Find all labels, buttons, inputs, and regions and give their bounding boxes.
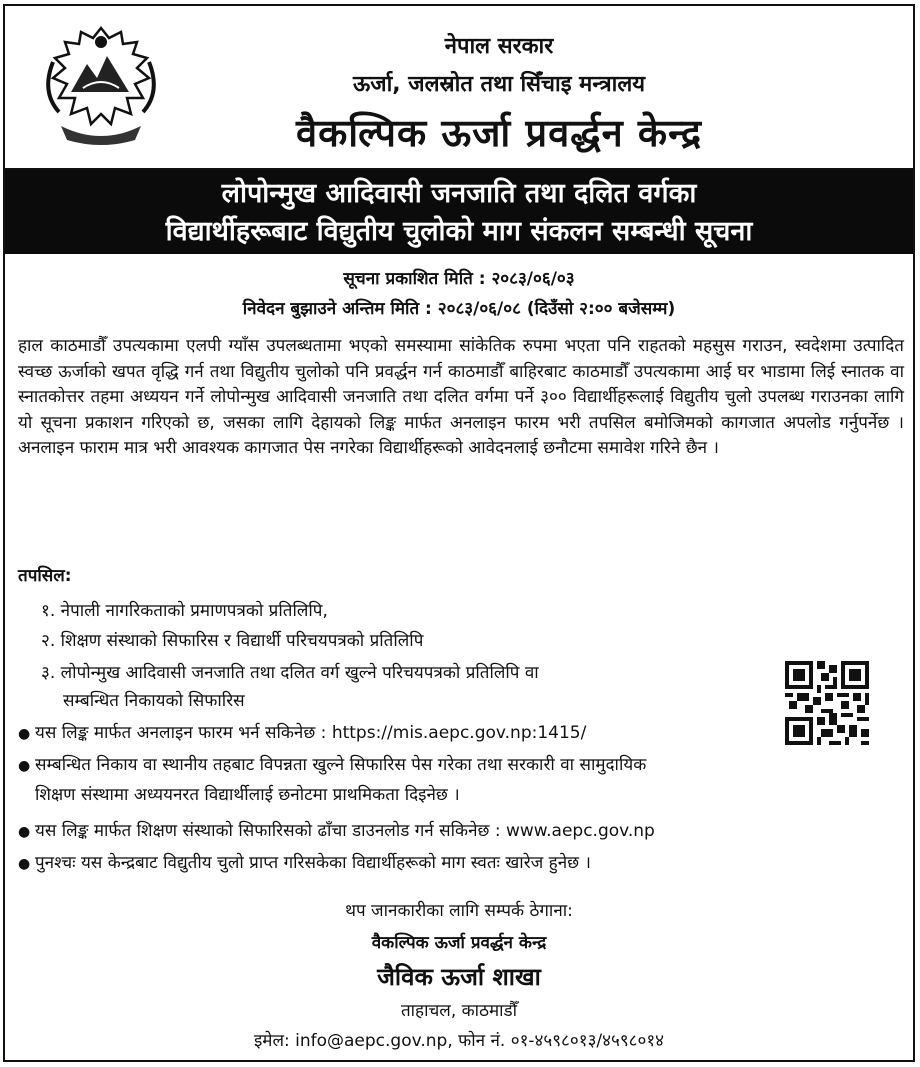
bullet-icon: ● [18,758,31,774]
download-template-link[interactable]: यस लिङ्क मार्फत शिक्षण संस्थाको सिफारिसको ढाँचा डाउनलोड गर्न सकिनेछ : www.aepc.gov.np [35,821,655,841]
notice-body: हाल काठमाडौँ उपत्यकामा एलपी ग्याँस उपलब्धतामा भएको समस्यामा सांकेतिक रुपमा भएता पनि राहतको महसुस गराउन, स्वदेशमा उत्पादित स्वच्छ ऊर्जाको खपत वृद्धि गर्न तथा विद्युतीय चुलोको पनि प्रवर्द्धन गर्न काठमाडौँ बाहिरबाट काठमाडौँ उपत्यकामा आई घर भाडामा लिई स्नातक वा स्नातकोत्तर तहमा अध्ययन गर्ने लोपोन्मुख आदिवासी जनजाति तथा दलित वर्गमा पर्ने ३०० विद्यार्थीहरूलाई विद्युतीय चुलो उपलब्ध गराउनका लागि यो सूचना प्रकाशन गरिएको छ, जसका लागि देहायको लिङ्क मार्फत अनलाइन फारम भरी तपसिल बमोजिमको कागजात अपलोड गर्नुपर्नेछ । अनलाइन फाराम मात्र भरी आवश्यक कागजात पेस नगरेका विद्यार्थीहरूको आवेदनलाई छनौटमा समावेश गरिने छैन । [18,336,904,458]
deadline-date: निवेदन बुझाउने अन्तिम मिति : २०८३/०६/०८ (दिउँसो २:०० बजेसम्म) [242,299,676,319]
published-date: सूचना प्रकाशित मिति : २०८३/०६/०३ [343,269,575,289]
requirement-item: ३. लोपोन्मुख आदिवासी जनजाति तथा दलित वर्ग खुल्ने परिचयपत्रको प्रतिलिपि वा [41,663,539,683]
requirement-item: २. शिक्षण संस्थाको सिफारिस र विद्यार्थी परिचयपत्रको प्रतिलिपि [41,631,424,651]
contact-branch: जैविक ऊर्जा शाखा [377,963,541,991]
bullet-reject-note [18,850,906,877]
notice-title-banner [5,170,913,254]
notice-title-line-1: लोपोन्मुख आदिवासी जनजाति तथा दलित वर्गका [221,178,697,209]
bullet-icon: ● [18,824,31,840]
government-name: नेपाल सरकार [444,34,554,59]
bullet-download-template [18,818,906,845]
bullet-priority-continued [35,782,920,808]
online-form-link[interactable]: यस लिङ्क मार्फत अनलाइन फारम भर्न सकिनेछ : https://mis.aepc.gov.np:1415/ [35,723,587,743]
notice-frame [3,4,915,1062]
reject-note-text: पुनश्चः यस केन्द्रबाट विद्युतीय चुलो प्राप्त गरिसकेका विद्यार्थीहरूको माग स्वतः खारेज हुनेछ । [35,853,591,873]
bullet-online-form [18,720,906,747]
notice-dates [5,264,913,324]
priority-text: सम्बन्धित निकाय वा स्थानीय तहबाट विपन्नता खुल्ने सिफारिस पेस गरेका तथा सरकारी वा सामुदायिक [35,755,647,775]
header [5,6,913,170]
contact-organization: वैकल्पिक ऊर्जा प्रवर्द्धन केन्द्र [371,933,547,953]
contact-email-phone: इमेल: info@aepc.gov.np, फोन नं. ०१-४५९८०१३/४५९८०१४ [253,1031,665,1051]
bullet-icon: ● [18,726,31,742]
organization-title: वैकल्पिक ऊर्जा प्रवर्द्धन केन्द्र [295,111,703,155]
bullet-priority [18,752,906,779]
ministry-name: ऊर्जा, जलस्रोत तथा सिँचाइ मन्त्रालय [352,72,646,97]
bullet-icon: ● [18,856,31,872]
requirement-item: १. नेपाली नागरिकताको प्रमाणपत्रको प्रतिलिपि, [41,601,328,621]
requirement-item-continued: सम्बन्धित निकायको सिफारिस [63,691,245,711]
tapsil-heading: तपसिल: [18,566,72,586]
notice-title-line-2: विद्यार्थीहरूबाट विद्युतीय चुलोको माग संकलन सम्बन्धी सूचना [165,216,753,247]
contact-label: थप जानकारीका लागि सम्पर्क ठेगाना: [345,901,573,921]
contact-address: ताहाचल, काठमाडौँ [400,1001,518,1021]
priority-text-continued: शिक्षण संस्थामा अध्ययनरत विद्यार्थीलाई छनोटमा प्राथमिकता दिइनेछ । [35,785,460,805]
